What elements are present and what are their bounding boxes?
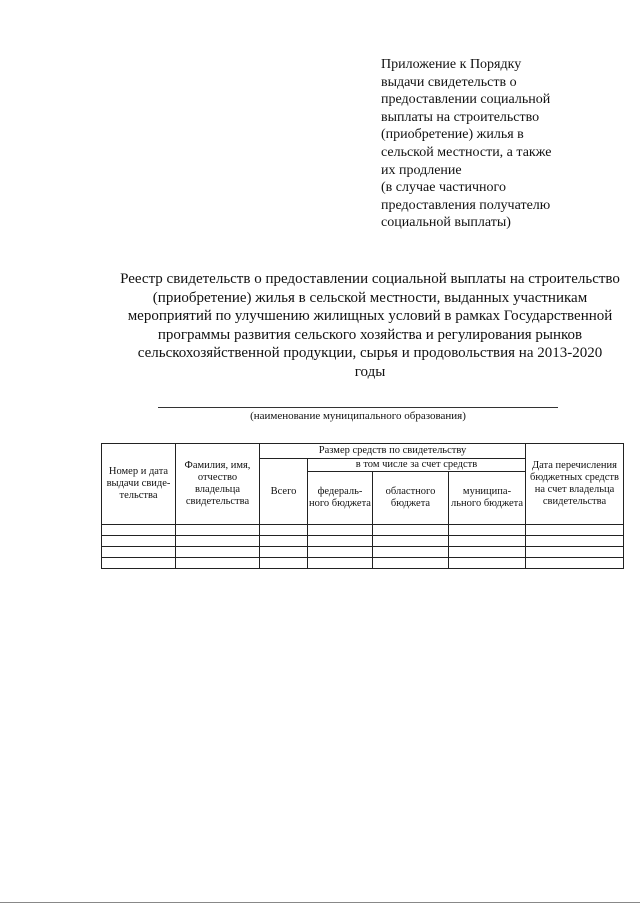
title-line: (приобретение) жилья в сельской местности, выданных участникам xyxy=(152,289,588,306)
appendix-line: (приобретение) жилья в xyxy=(381,127,524,143)
municipality-fill-line[interactable] xyxy=(158,407,558,408)
table-cell[interactable] xyxy=(449,525,526,536)
table-cell[interactable] xyxy=(176,536,260,547)
appendix-line: предоставления получателю xyxy=(381,197,551,213)
table-cell[interactable] xyxy=(449,547,526,558)
appendix-note xyxy=(381,56,621,232)
table-cell[interactable] xyxy=(526,547,624,558)
header-transfer-date: Дата перечисления бюджетных средств на счет владельца свидетельства xyxy=(526,444,624,525)
table-row xyxy=(102,536,624,547)
appendix-line: социальной выплаты) xyxy=(381,215,511,231)
table-cell[interactable] xyxy=(102,536,176,547)
table-cell[interactable] xyxy=(260,558,308,569)
table-row xyxy=(102,558,624,569)
table-row xyxy=(102,547,624,558)
table-cell[interactable] xyxy=(102,547,176,558)
table-cell[interactable] xyxy=(449,558,526,569)
appendix-line: Приложение к Порядку xyxy=(381,57,522,72)
appendix-line: выплаты на строительство xyxy=(381,109,540,125)
table-row xyxy=(102,525,624,536)
table-cell[interactable] xyxy=(176,547,260,558)
table-cell[interactable] xyxy=(373,547,449,558)
table-cell[interactable] xyxy=(260,525,308,536)
table-cell[interactable] xyxy=(308,536,373,547)
table-cell[interactable] xyxy=(449,536,526,547)
table-cell[interactable] xyxy=(102,558,176,569)
municipality-caption: (наименование муниципального образования) xyxy=(250,410,466,422)
appendix-line: предоставлении социальной xyxy=(381,92,551,108)
title-line: годы xyxy=(354,363,386,380)
registry-table xyxy=(101,443,624,569)
header-funds-group: Размер средств по свидетельству xyxy=(260,444,526,459)
table-cell[interactable] xyxy=(308,525,373,536)
header-regional: областного бюджета xyxy=(373,472,449,525)
table-cell[interactable] xyxy=(260,536,308,547)
table-cell[interactable] xyxy=(373,525,449,536)
header-owner-name: Фамилия, имя, отчество владельца свидетельства xyxy=(176,444,260,525)
title-line: сельскохозяйственной продукции, сырья и продовольствия на 2013-2020 xyxy=(137,345,603,362)
header-federal: федераль-ного бюджета xyxy=(308,472,373,525)
appendix-line: (в случае частичного xyxy=(381,180,506,196)
header-number-date: Номер и дата выдачи свиде-тельства xyxy=(102,444,176,525)
title-line: программы развития сельского хозяйства и регулирования рынков xyxy=(157,326,583,343)
table-cell[interactable] xyxy=(373,536,449,547)
table-cell[interactable] xyxy=(260,547,308,558)
table-cell[interactable] xyxy=(176,558,260,569)
table-cell[interactable] xyxy=(176,525,260,536)
table-cell[interactable] xyxy=(373,558,449,569)
document-title xyxy=(90,270,640,382)
header-total: Всего xyxy=(260,459,308,525)
table-cell[interactable] xyxy=(526,536,624,547)
header-municipal: муниципа-льного бюджета xyxy=(449,472,526,525)
table-cell[interactable] xyxy=(526,525,624,536)
table-cell[interactable] xyxy=(526,558,624,569)
appendix-line: выдачи свидетельств о xyxy=(381,74,517,90)
header-including: в том числе за счет средств xyxy=(308,459,526,472)
title-line: Реестр свидетельств о предоставлении социальной выплаты на строительство xyxy=(120,271,620,287)
appendix-line: их продление xyxy=(381,162,462,178)
table-cell[interactable] xyxy=(308,558,373,569)
title-line: мероприятий по улучшению жилищных условий в рамках Государственной xyxy=(127,308,613,325)
appendix-line: сельской местности, а также xyxy=(381,144,552,160)
table-cell[interactable] xyxy=(102,525,176,536)
table-cell[interactable] xyxy=(308,547,373,558)
